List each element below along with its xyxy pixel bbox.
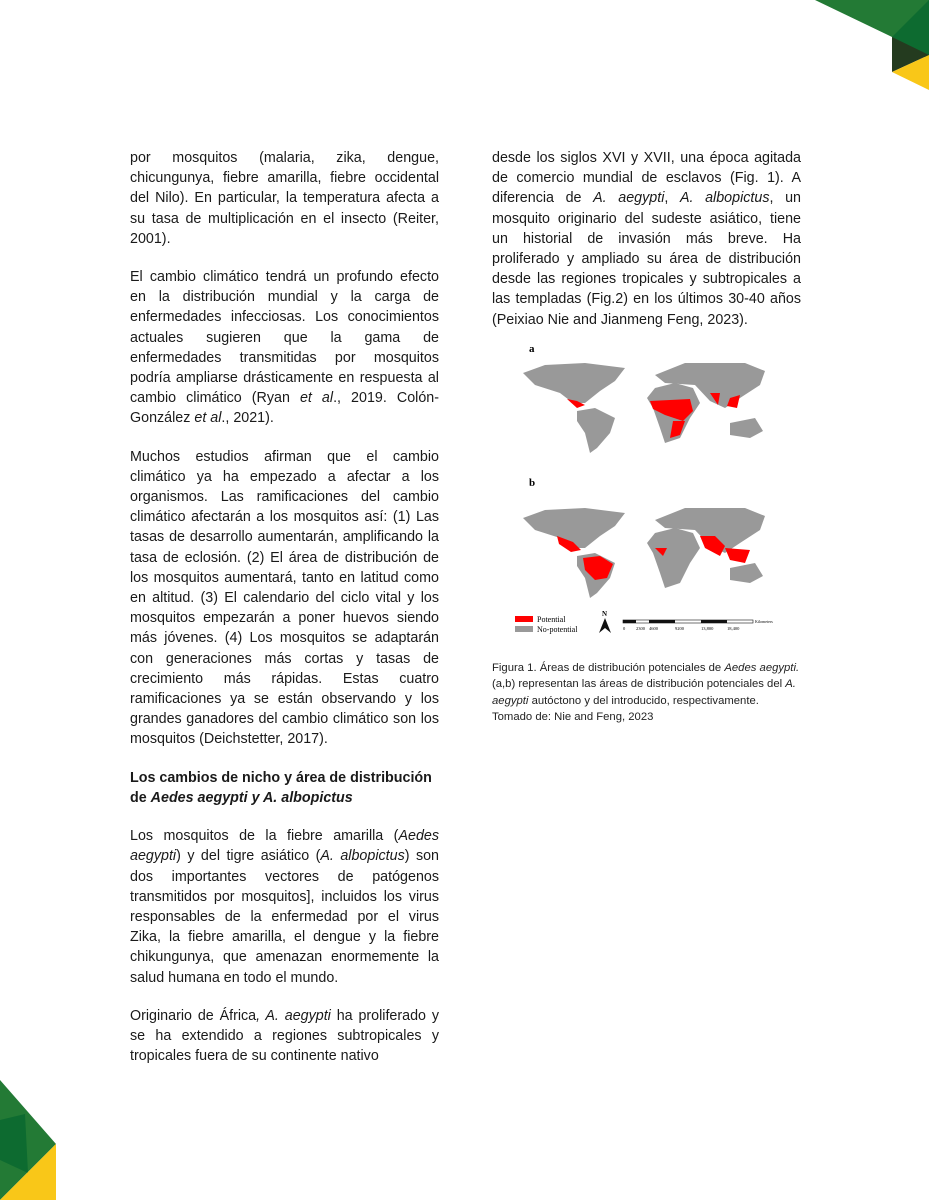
world-map-a	[523, 363, 765, 453]
text-run: ha proliferado y se ha extendido a regiones subtropicales y tropicales fuera de su continente nativo	[130, 1007, 439, 1065]
italic-text: Aedes aegypti y A. albopictus	[150, 789, 353, 806]
text-run: Originario de África	[130, 1007, 257, 1024]
legend-no-potential: No-potential	[537, 625, 578, 634]
text-run: El cambio climático tendrá un profundo efecto en la distribución mundial y la carga de enfermedades infecciosas. Los conocimientos actuales sugieren que la gama de enfermedades transmitidas por mosquitos podría ampliarse drásticamente en respuesta al cambio climático (Ryan	[130, 269, 439, 407]
svg-text:Kilometers: Kilometers	[755, 619, 773, 624]
paragraph	[130, 267, 439, 429]
paragraph	[130, 447, 439, 750]
text-run: ., 2021).	[221, 410, 274, 427]
svg-text:N: N	[602, 610, 608, 618]
text-run: ,	[664, 190, 680, 207]
north-arrow-icon	[599, 610, 611, 633]
italic-text: A. aegypti	[593, 190, 665, 207]
paragraph	[492, 148, 801, 330]
text-run: Figura 1. Áreas de distribución potenciales de	[492, 662, 725, 674]
paragraph	[130, 1006, 439, 1067]
scale-tick-label: 9200	[675, 626, 684, 631]
text-run: ) son dos importantes vectores de patógenos transmitidos por mosquitos], incluidos los virus responsables de la enfermedad por el virus Zika, la fiebre amarilla, el dengue y la fiebre chikungunya, que amenazan enormemente la salud humana en todo el mundo.	[130, 848, 439, 986]
scale-tick-label: 13,800	[701, 626, 714, 631]
text-run: (a,b) representan las áreas de distribución potenciales del	[492, 678, 786, 691]
legend-swatch-no-potential	[515, 626, 533, 632]
text-run: autóctono y del introducido, respectivamente.	[528, 694, 759, 707]
scale-tick-label: 4600	[649, 626, 658, 631]
italic-text: et al	[299, 390, 334, 407]
text-run: , un mosquito originario del sudeste asiático, tiene un historial de invasión más breve. Ha proliferado y ampliado su área de distribución desde las regiones tropicales y subtropicales a las templadas (Fig.2) en los últimos 30-40 años (Peixiao Nie and Jianmeng Feng, 2023).	[492, 190, 801, 328]
text-run: ., 2019. Colón-González	[130, 390, 439, 427]
panel-a-label: a	[529, 343, 535, 355]
text-run: Los mosquitos de la fiebre amarilla (	[130, 828, 399, 845]
text-run: Los cambios de nicho y área de distribución de	[130, 769, 432, 806]
corner-decoration-bottom-left	[0, 1080, 60, 1200]
legend-potential: Potential	[537, 615, 566, 624]
italic-text: Aedes aegypti	[130, 828, 439, 865]
scale-tick-label: 0	[623, 626, 626, 631]
figure-maps	[505, 338, 785, 653]
text-run: Muchos estudios afirman que el cambio climático ya ha empezado a afectar a los organismos. Las ramificaciones del cambio climático afectarán a los mosquitos así: (1) Las tasas de desarrollo aumentarán, amplificando la tasa de eclosión. (2) El área de distribución de los mosquitos aumentará, tanto en latitud como en altitud. (3) El calendario del ciclo vital y los mosquitos empezarán a poner huevos siendo más jóvenes. (4) Los mosquitos se adaptarán con generaciones más cortas y tasas de crecimiento más rápidas. Estas cuatro ramificaciones ya se están observando y los grandes ganadores del cambio climático son los mosquitos (Deichstetter, 2017).	[130, 448, 439, 748]
italic-text: A. albopictus	[679, 190, 770, 207]
paragraph	[130, 826, 439, 988]
paragraph	[130, 148, 439, 249]
scale-tick-label: 18,400	[727, 626, 740, 631]
legend-swatch-potential	[515, 616, 533, 622]
italic-text: Aedes aegypti.	[724, 662, 800, 674]
scale-bar	[623, 619, 773, 632]
corner-decoration-top-right	[800, 0, 929, 90]
text-run: desde los siglos XVI y XVII, una época agitada de comercio mundial de esclavos (Fig. 1). A diferencia de	[492, 150, 801, 207]
text-run: ) y del tigre asiático (	[176, 848, 321, 865]
scale-tick-label: 2300	[636, 626, 645, 631]
panel-b-label: b	[529, 477, 536, 489]
text-run: por mosquitos (malaria, zika, dengue, chicungunya, fiebre amarilla, fiebre occidental del Nilo). En particular, la temperatura afecta a su tasa de multiplicación en el insecto (Reiter, 2001).	[130, 150, 439, 247]
caption-text	[492, 660, 802, 709]
figure-caption	[492, 660, 802, 725]
world-map-b	[523, 508, 765, 598]
italic-text: , A. aegypti	[256, 1007, 331, 1024]
section-heading	[130, 768, 439, 808]
right-column	[492, 148, 801, 348]
left-column	[130, 148, 439, 1084]
italic-text: A. albopictus	[320, 848, 405, 865]
italic-text: et al	[194, 410, 222, 427]
italic-text: A. aegypti	[492, 678, 796, 707]
caption-source: Tomado de: Nie and Feng, 2023	[492, 710, 654, 723]
